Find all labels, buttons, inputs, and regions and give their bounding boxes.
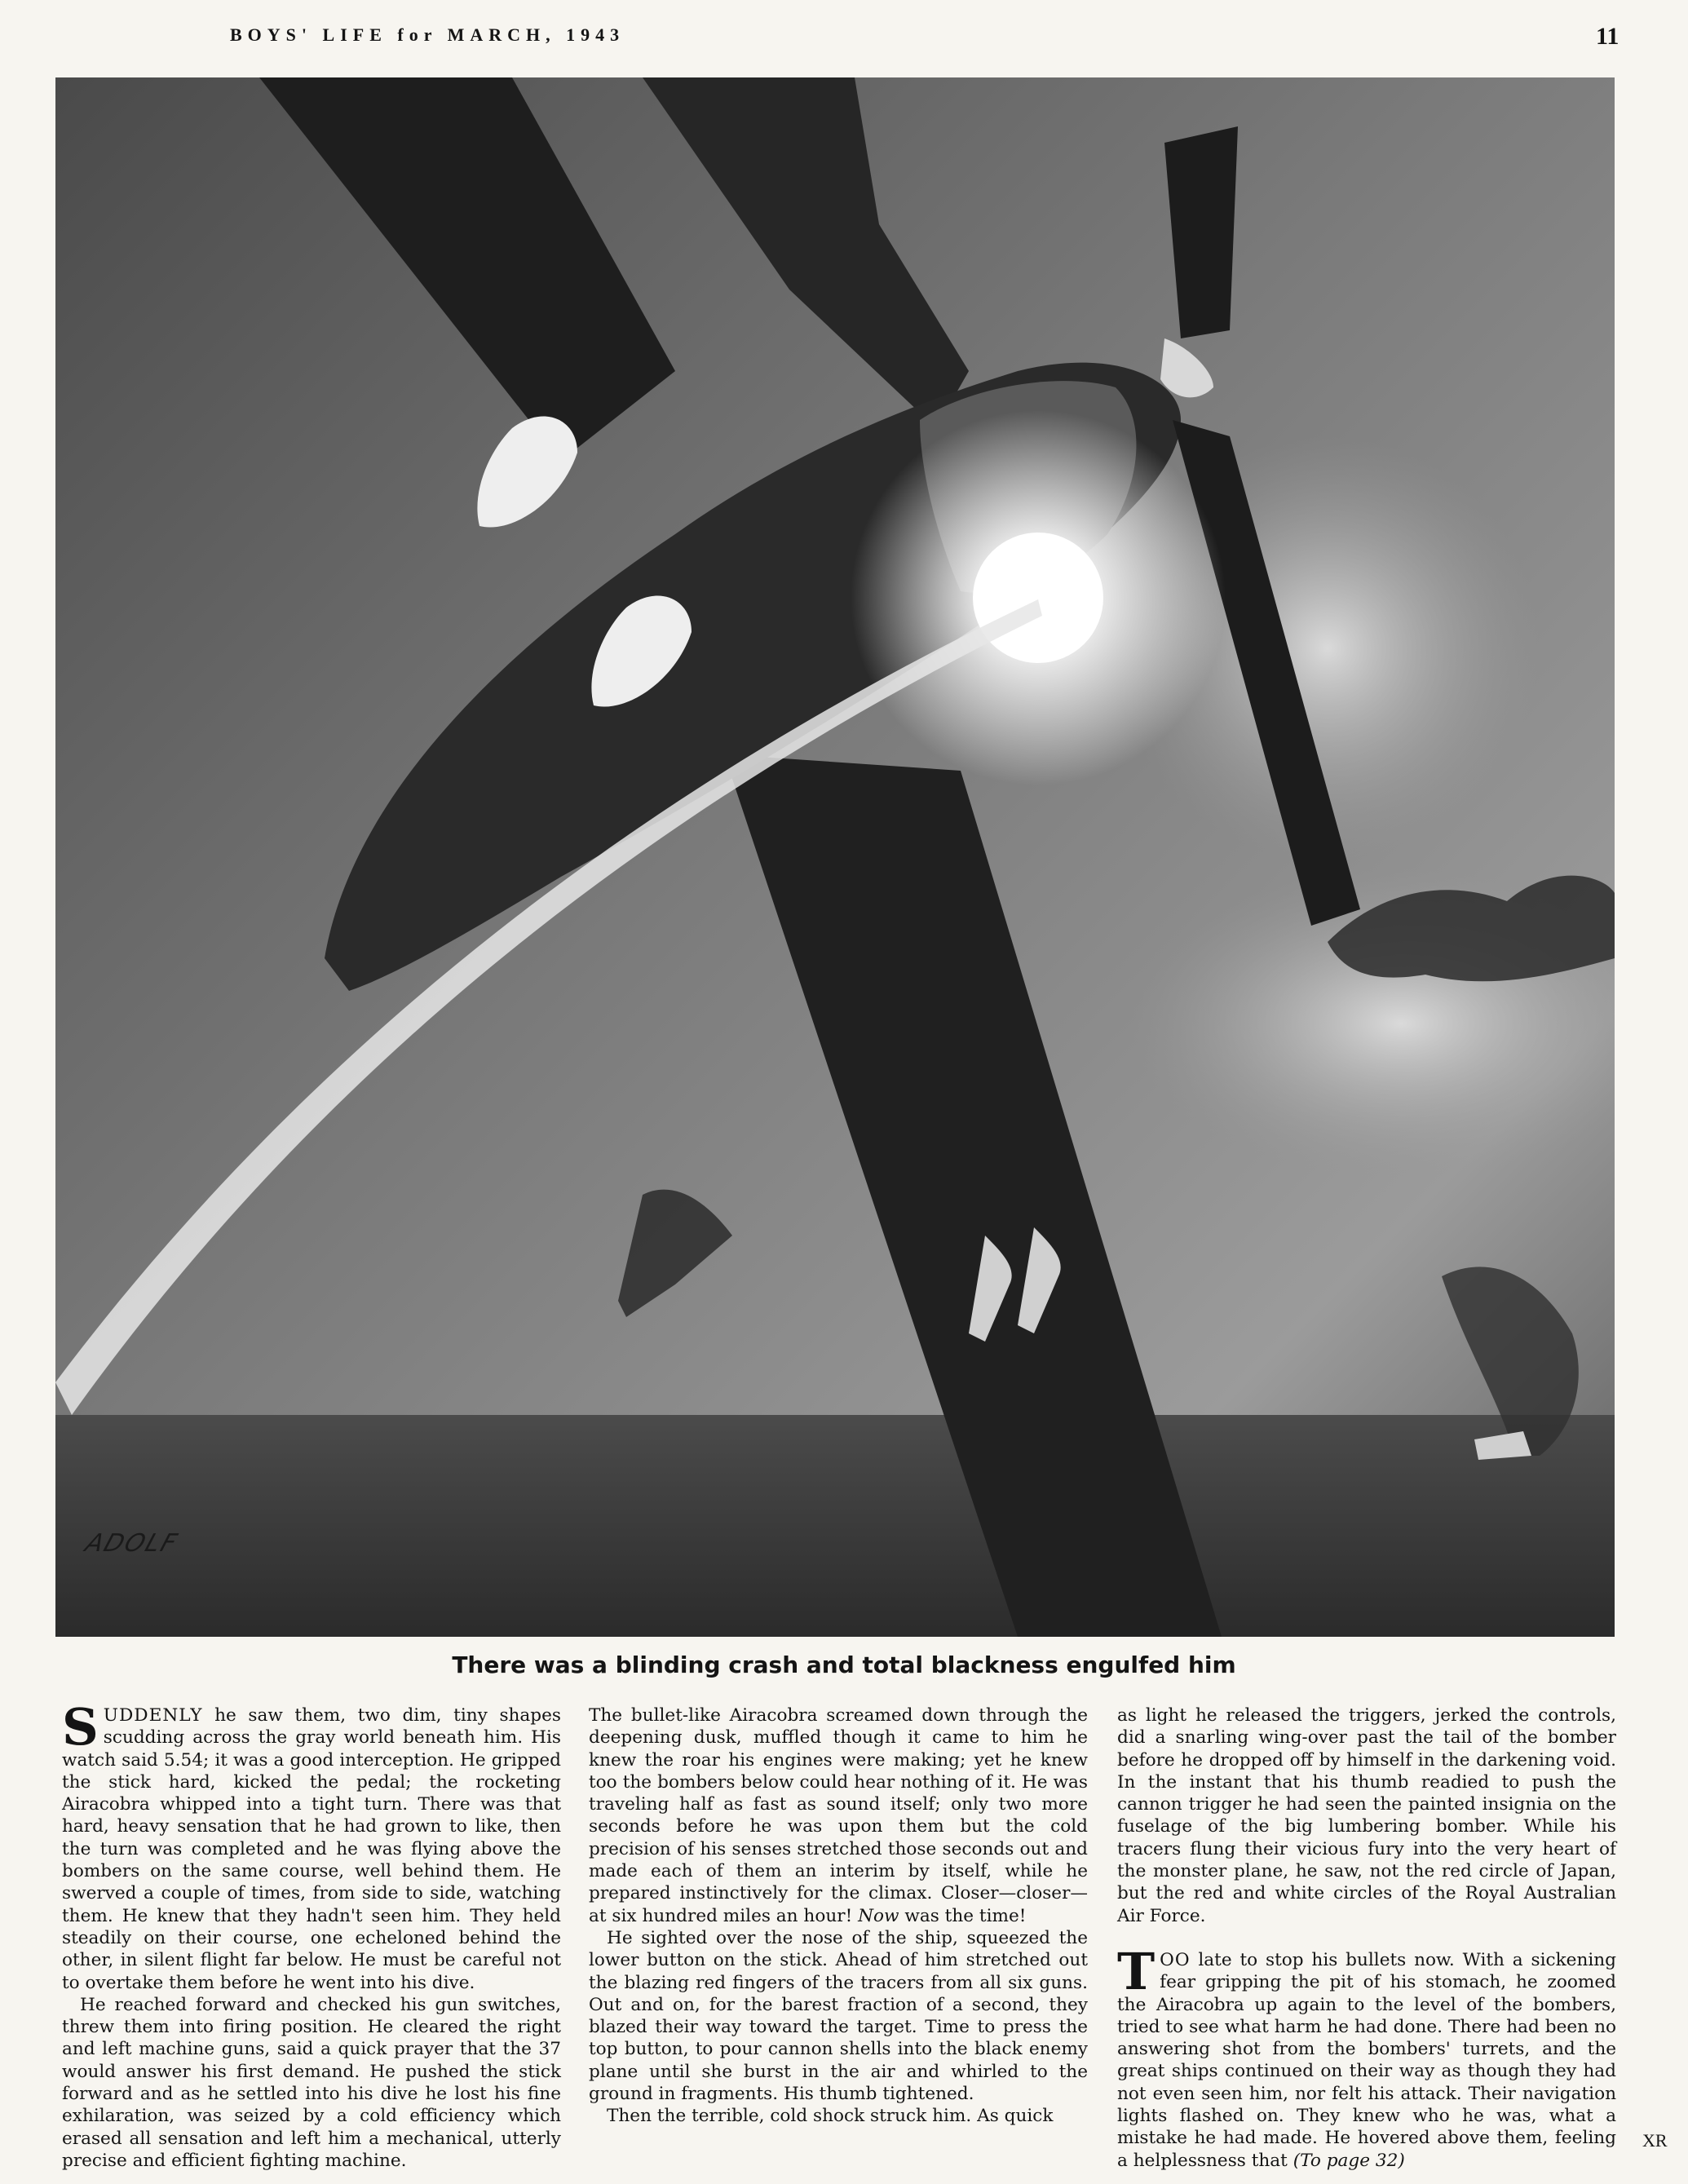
lead-in: UDDENLY	[103, 1705, 203, 1726]
paragraph	[62, 1697, 561, 1994]
continued-on-page-link[interactable]: (To page 32)	[1293, 2150, 1405, 2171]
emphasis: Now	[858, 1905, 899, 1926]
drop-cap: T	[1117, 1941, 1156, 2001]
text-column-1	[62, 1697, 561, 2173]
page-number: 11	[1596, 23, 1620, 50]
paragraph: He reached forward and checked his gun switches, threw them into firing position. He cleared the right and left machine guns, said a quick prayer that the 37 would answer his first demand. He pushed the stick forward and as he settled into his dive he lost his fine exhilaration, was seized by a cold efficiency which erased all sensation and left him a mechanical, utterly precise and efficient fighting machine.	[62, 1994, 561, 2171]
paragraph-text: he saw them, two dim, tiny shapes scudding across the gray world beneath him. His watch said 5.54; it was a good interception. He gripped the stick hard, kicked the pedal; the rocketing Airacobra whipped into a tight turn. There was that hard, heavy sensation that he had grown to like, then the turn was completed and he was flying above the bombers on the same course, well behind them. He swerved a couple of times, from side to side, watching them. He knew that they hadn't seen him. They held steadily on their course, one echeloned behind the other, in silent flight far below. He must be careful not to overtake them before he went into his dive.	[62, 1705, 561, 1993]
lead-in: OO	[1160, 1949, 1191, 1970]
paragraph-text: was the time!	[899, 1905, 1027, 1926]
paragraph	[1117, 1941, 1616, 2172]
illustration-caption: There was a blinding crash and total blackness engulfed him	[452, 1651, 1236, 1678]
paragraph: as light he released the triggers, jerked the controls, did a snarling wing-over past the tail of the bomber before he dropped off by himself in the darkening void. In the instant that his thumb readied to push the cannon trigger he had seen the painted insignia on the fuselage of the big lumbering bomber. While his tracers flung their vicious fury into the very heart of the monster plane, he saw, not the red circle of Japan, but the red and white circles of the Royal Australian Air Force.	[1117, 1705, 1616, 1926]
paragraph-text: The bullet-like Airacobra screamed down through the deepening dusk, muffled though it came to him he knew the roar his engines were making; yet he knew too the bombers below could hear nothing of it. He was traveling half as fast as sound itself; only two more seconds before he was upon them but the cold precision of his senses stretched those seconds out and made each of them an interim by itself, while he prepared instinctively for the climax. Closer—closer—at six hundred miles an hour!	[589, 1705, 1088, 1926]
artist-signature: ADOLF	[82, 1529, 182, 1558]
paragraph: He sighted over the nose of the ship, squeezed the lower button on the stick. Ahead of him stretched out the blazing red fingers of the tracers from all six guns. Out and on, for the barest fraction of a second, they blazed their way toward the target. Time to press the top button, to pour cannon shells into the black enemy plane until she burst in the air and whirled to the ground in fragments. His thumb tightened.	[589, 1927, 1088, 2105]
paragraph-text: late to stop his bullets now. With a sickening fear gripping the pit of his stomach, he zoomed the Airacobra up again to the level of the bombers, tried to see what harm he had done. There had been no answering shot from the bombers' turrets, and the great ships continued on their way as though they had not even seen him, nor felt his attack. Their navigation lights flashed on. They knew who he was, what a mistake he had made. He hovered above them, feeling a helplessness that	[1117, 1949, 1616, 2171]
text-column-3	[1117, 1704, 1616, 2173]
paragraph	[589, 1704, 1088, 1927]
margin-mark: XR	[1642, 2130, 1668, 2151]
paragraph: Then the terrible, cold shock struck him. As quick	[607, 2106, 1054, 2127]
drop-cap: S	[62, 1697, 99, 1757]
text-column-2	[589, 1704, 1088, 2173]
fighter-plane-illustration	[55, 77, 1615, 1637]
running-head: BOYS' LIFE for MARCH, 1943	[230, 24, 625, 45]
